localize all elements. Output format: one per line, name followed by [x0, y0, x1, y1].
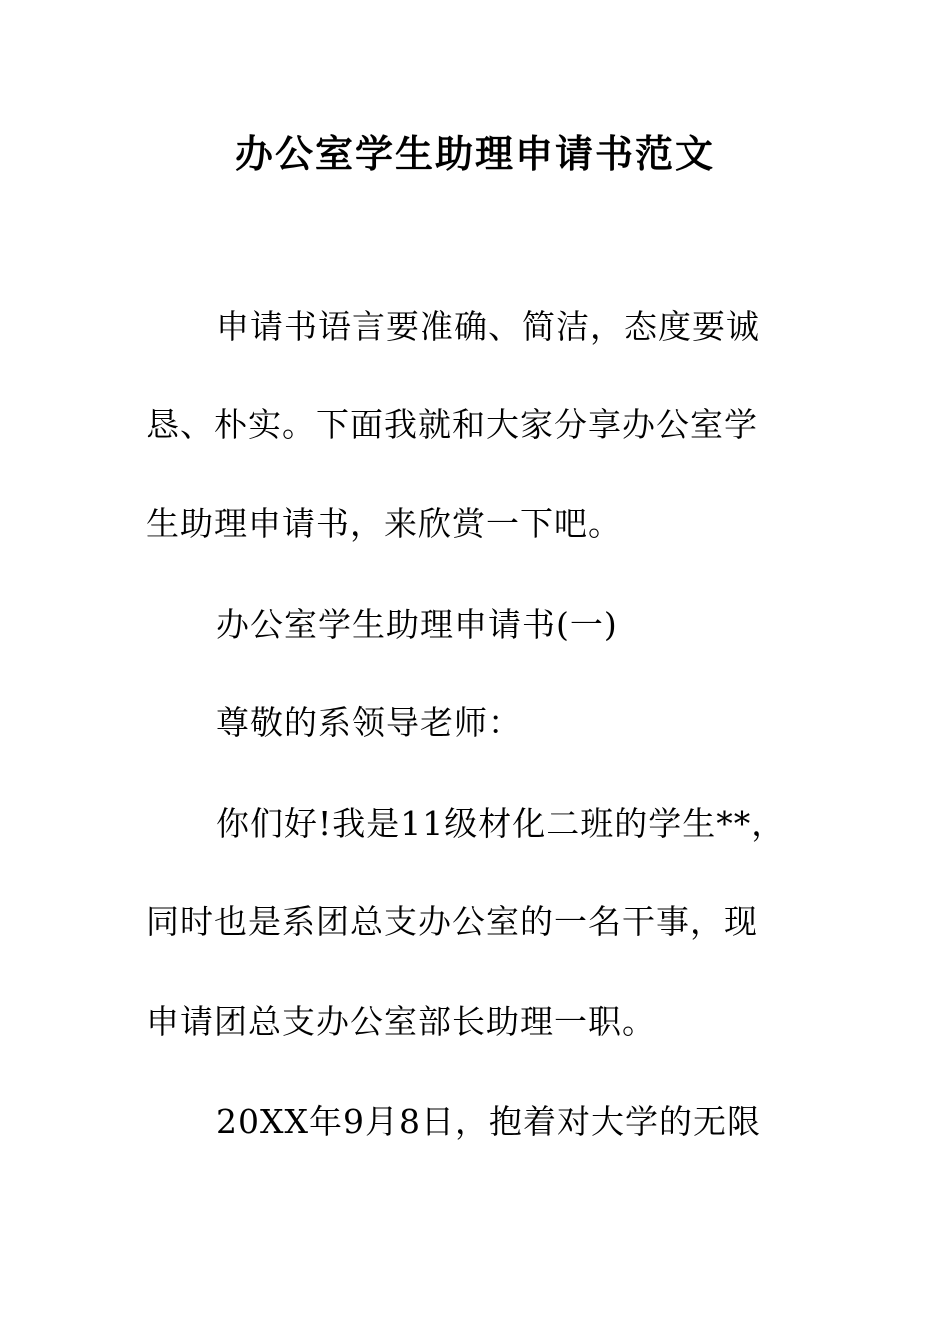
paragraph-line: 同时也是系团总支办公室的一名干事，现 [146, 902, 758, 941]
document-title: 办公室学生助理申请书范文 [234, 131, 715, 176]
paragraph-line: 20XX年9月8日，抱着对大学的无限 [216, 1102, 761, 1141]
paragraph-line: 你们好!我是11级材化二班的学生**， [216, 804, 786, 843]
section-heading: 办公室学生助理申请书(一) [216, 605, 618, 644]
paragraph-line: 生助理申请书，来欣赏一下吧。 [146, 504, 622, 543]
paragraph-line: 申请书语言要准确、简洁，态度要诚 [216, 307, 760, 346]
paragraph-line: 恳、朴实。下面我就和大家分享办公室学 [146, 405, 758, 444]
paragraph-line: 申请团总支办公室部长助理一职。 [146, 1002, 656, 1041]
salutation: 尊敬的系领导老师： [216, 703, 522, 742]
